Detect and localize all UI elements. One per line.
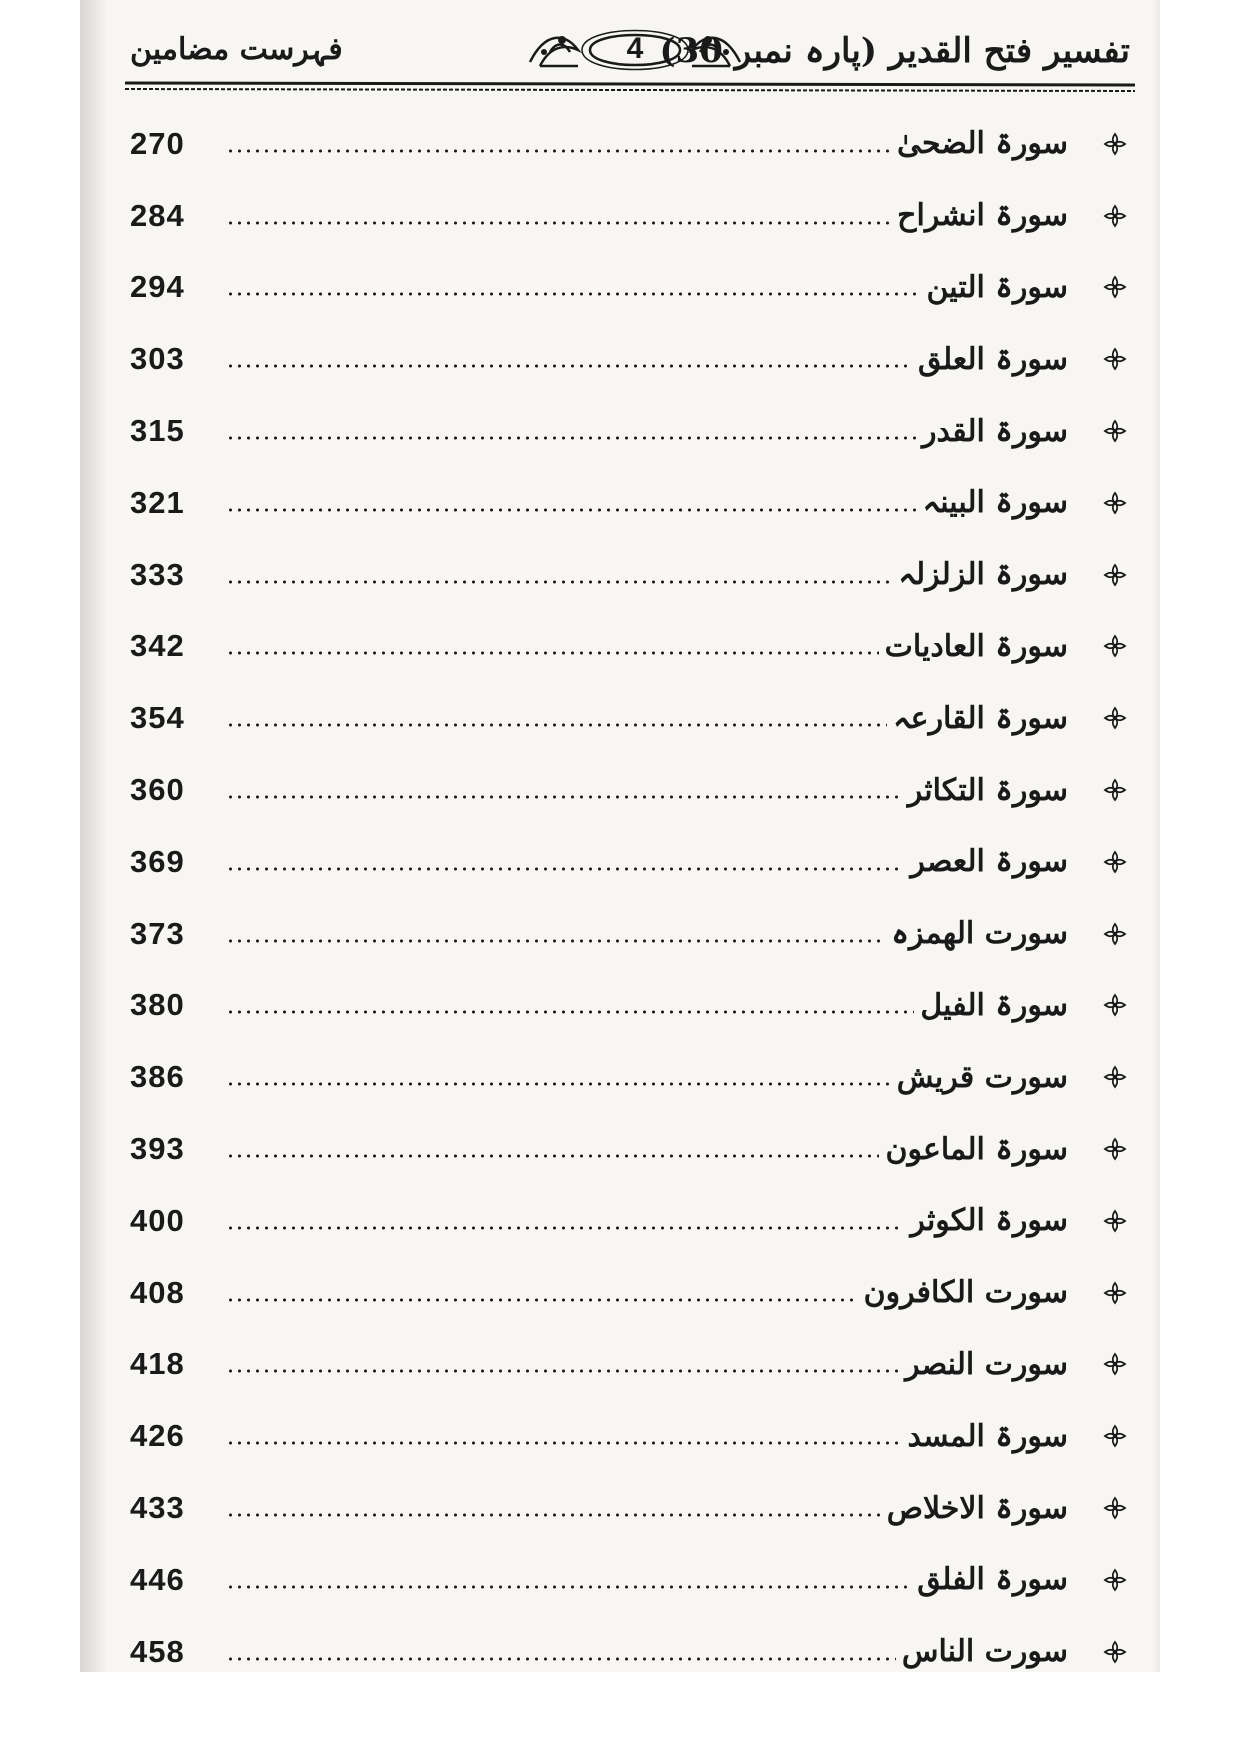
ornamental-flower-icon [1090, 201, 1140, 231]
toc-surah-title: سورۃ الماعون [885, 1131, 1068, 1167]
toc-surah-title: سورۃ الضحیٰ [896, 126, 1068, 162]
page-number: 4 [626, 32, 644, 65]
table-of-contents [130, 108, 1140, 1688]
toc-page-number: 433 [130, 1490, 185, 1526]
dot-leader [226, 1297, 858, 1303]
dot-leader [226, 1081, 891, 1087]
ornamental-flower-icon [1090, 488, 1140, 518]
toc-entry[interactable] [130, 1400, 1140, 1472]
toc-surah-title: سورت قریش [896, 1059, 1068, 1095]
toc-surah-title: سورۃ الفیل [920, 987, 1068, 1023]
toc-surah-title: سورۃ التین [926, 269, 1068, 305]
toc-page-number: 321 [130, 484, 185, 520]
toc-surah-title: سورت الناس [901, 1634, 1068, 1670]
ornamental-flower-icon [1090, 775, 1140, 805]
toc-surah-title: سورۃ البینہ [922, 485, 1068, 521]
toc-surah-title: سورۃ التکاثر [907, 772, 1068, 808]
dot-leader [226, 1153, 879, 1159]
ornamental-flower-icon [1090, 1278, 1140, 1308]
toc-surah-title: سورۃ الاخلاص [886, 1490, 1068, 1526]
toc-page-number: 315 [130, 413, 185, 449]
toc-page-number: 458 [130, 1633, 185, 1669]
ornamental-flower-icon [1090, 631, 1140, 661]
ornamental-flower-icon [1090, 1206, 1140, 1236]
toc-entry[interactable] [130, 611, 1140, 683]
toc-page-number: 333 [130, 556, 185, 592]
ornamental-flower-icon [1090, 1637, 1140, 1667]
dot-leader [226, 291, 920, 297]
toc-page-number: 284 [130, 197, 185, 233]
toc-entry[interactable] [130, 898, 1140, 970]
ornamental-flower-icon [1090, 847, 1140, 877]
toc-page-number: 360 [130, 772, 185, 808]
dot-leader [226, 1225, 904, 1231]
toc-page-number: 418 [130, 1346, 185, 1382]
dot-leader [226, 650, 879, 656]
ornamental-flower-icon [1090, 1349, 1140, 1379]
toc-entry[interactable] [130, 1113, 1140, 1185]
toc-page-number: 373 [130, 915, 185, 951]
toc-entry[interactable] [130, 108, 1140, 180]
toc-entry[interactable] [130, 1041, 1140, 1113]
toc-surah-title: سورت النصر [905, 1346, 1068, 1382]
toc-entry[interactable] [130, 826, 1140, 898]
section-title: فہرست مضامین [130, 32, 343, 67]
ornamental-flower-icon [1090, 344, 1140, 374]
dot-leader [226, 1009, 914, 1015]
ornamental-flower-icon [1090, 560, 1140, 590]
toc-entry[interactable] [130, 1472, 1140, 1544]
toc-surah-title: سورۃ الکوثر [910, 1203, 1068, 1239]
toc-page-number: 270 [130, 125, 185, 161]
dot-leader [226, 579, 892, 585]
toc-surah-title: سورۃ المسد [907, 1418, 1068, 1454]
ornamental-flower-icon [1090, 1493, 1140, 1523]
toc-surah-title: سورۃ القارعہ [893, 700, 1068, 736]
dot-leader [226, 1512, 881, 1518]
dot-leader [226, 220, 891, 226]
dot-leader [226, 1656, 896, 1662]
dot-leader [226, 794, 902, 800]
toc-page-number: 342 [130, 628, 185, 664]
toc-entry[interactable] [130, 395, 1140, 467]
toc-entry[interactable] [130, 1329, 1140, 1401]
toc-page-number: 354 [130, 700, 185, 736]
ornamental-flower-icon [1090, 990, 1140, 1020]
ornamental-flower-icon [1090, 272, 1140, 302]
toc-surah-title: سورۃ العلق [917, 341, 1068, 377]
dot-leader [226, 938, 885, 944]
toc-page-number: 303 [130, 341, 185, 377]
toc-entry[interactable] [130, 970, 1140, 1042]
ornamental-flower-icon [1090, 1565, 1140, 1595]
dot-leader [226, 363, 912, 369]
ornamental-flower-icon [1090, 1062, 1140, 1092]
toc-page-number: 386 [130, 1059, 185, 1095]
toc-entry[interactable] [130, 1544, 1140, 1616]
dot-leader [226, 507, 917, 513]
ornamental-flower-icon [1090, 1421, 1140, 1451]
dot-leader [226, 435, 916, 441]
toc-entry[interactable] [130, 754, 1140, 826]
toc-surah-title: سورۃ الفلق [917, 1562, 1068, 1598]
toc-page-number: 426 [130, 1418, 185, 1454]
dot-leader [226, 866, 904, 872]
toc-surah-title: سورت الکافرون [863, 1275, 1068, 1311]
toc-entry[interactable] [130, 1257, 1140, 1329]
toc-entry[interactable] [130, 252, 1140, 324]
toc-entry[interactable] [130, 682, 1140, 754]
toc-surah-title: سورۃ انشراح [897, 198, 1068, 234]
toc-entry[interactable] [130, 180, 1140, 252]
dot-leader [226, 1440, 902, 1446]
toc-page-number: 294 [130, 269, 185, 305]
toc-surah-title: سورت الھمزہ [891, 916, 1068, 952]
toc-entry[interactable] [130, 539, 1140, 611]
toc-page-number: 408 [130, 1274, 185, 1310]
toc-entry[interactable] [130, 467, 1140, 539]
ornamental-flower-icon [1090, 129, 1140, 159]
toc-surah-title: سورۃ الزلزلہ [898, 557, 1068, 593]
dot-leader [226, 722, 887, 728]
ornamental-flower-icon [1090, 416, 1140, 446]
toc-page-number: 380 [130, 987, 185, 1023]
header-double-rule [125, 80, 1135, 94]
dot-leader [226, 1368, 899, 1374]
toc-surah-title: سورۃ العصر [910, 844, 1068, 880]
ornamental-flower-icon [1090, 1134, 1140, 1164]
toc-surah-title: سورۃ العادیات [884, 628, 1068, 664]
ornamental-flower-icon [1090, 703, 1140, 733]
ornamental-flower-icon [1090, 919, 1140, 949]
dot-leader [226, 148, 891, 154]
toc-entry[interactable] [130, 323, 1140, 395]
toc-page-number: 446 [130, 1561, 185, 1597]
toc-page-number: 400 [130, 1202, 185, 1238]
toc-page-number: 369 [130, 843, 185, 879]
toc-surah-title: سورۃ القدر [921, 413, 1068, 449]
toc-entry[interactable] [130, 1616, 1140, 1688]
toc-page-number: 393 [130, 1131, 185, 1167]
dot-leader [226, 1584, 911, 1590]
toc-entry[interactable] [130, 1185, 1140, 1257]
book-title: تفسیر فتح القدیر (پارہ نمبر 30) [659, 31, 1130, 71]
